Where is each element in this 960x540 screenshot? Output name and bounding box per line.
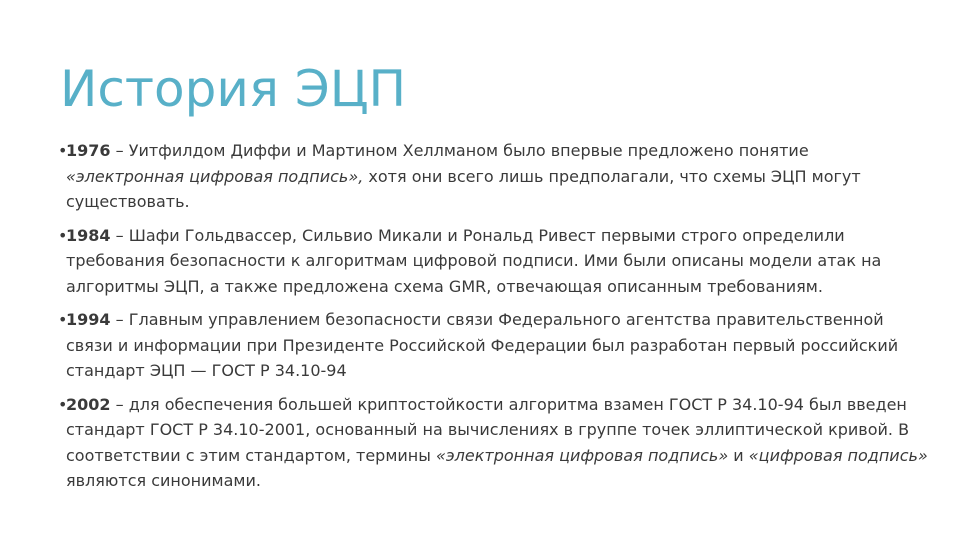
bullet-list [58,138,928,502]
list-item-1994 [58,307,928,384]
year-label: 1994 [66,310,111,329]
bullet-marker: • [58,394,68,414]
item-text: и [728,445,749,465]
item-text: – для обеспечения большей криптостойкости алгоритма взамен ГОСТ Р 34.10-94 был введен стандарт ГОСТ Р 34.10-2001, основанный на вычислениях в группе точек эллиптической кривой. В соответствии с этим стандартом, термины [66,394,910,465]
item-text: хотя они всего лишь предполагали, что схемы ЭЦП могут существовать. [66,166,861,211]
quoted-term: «электронная цифровая подпись» [435,445,729,465]
item-text: являются синонимами. [66,471,261,490]
list-item-1984 [58,223,928,300]
year-label: 2002 [66,394,111,414]
bullet-marker: • [58,310,68,329]
list-item-1976 [58,138,928,215]
year-label: 1976 [66,141,111,160]
item-text: – Главным управлением безопасности связи Федерального агентства правительственной связи и информации при Президенте Российской Федерации был разработан первый российский стандарт ЭЦП — ГОСТ Р 34.10-94 [66,310,899,380]
item-text: – Шафи Гольдвассер, Сильвио Микали и Рональд Ривест первыми строго определили требования безопасности к алгоритмам цифровой подписи. Ими были описаны модели атак на алгоритмы ЭЦП, а также предложена схема GMR, отвечающая описанным требованиям. [66,225,882,296]
item-text: – Уитфилдом Диффи и Мартином Хеллманом было впервые предложено понятие [110,141,809,160]
quoted-term: «электронная цифровая подпись», [66,166,364,186]
bullet-marker: • [58,141,68,160]
year-label: 1984 [66,225,111,245]
list-item-2002 [58,392,928,494]
quoted-term: «цифровая подпись» [748,445,928,465]
slide-title: История ЭЦП [60,60,407,118]
bullet-marker: • [58,225,68,245]
